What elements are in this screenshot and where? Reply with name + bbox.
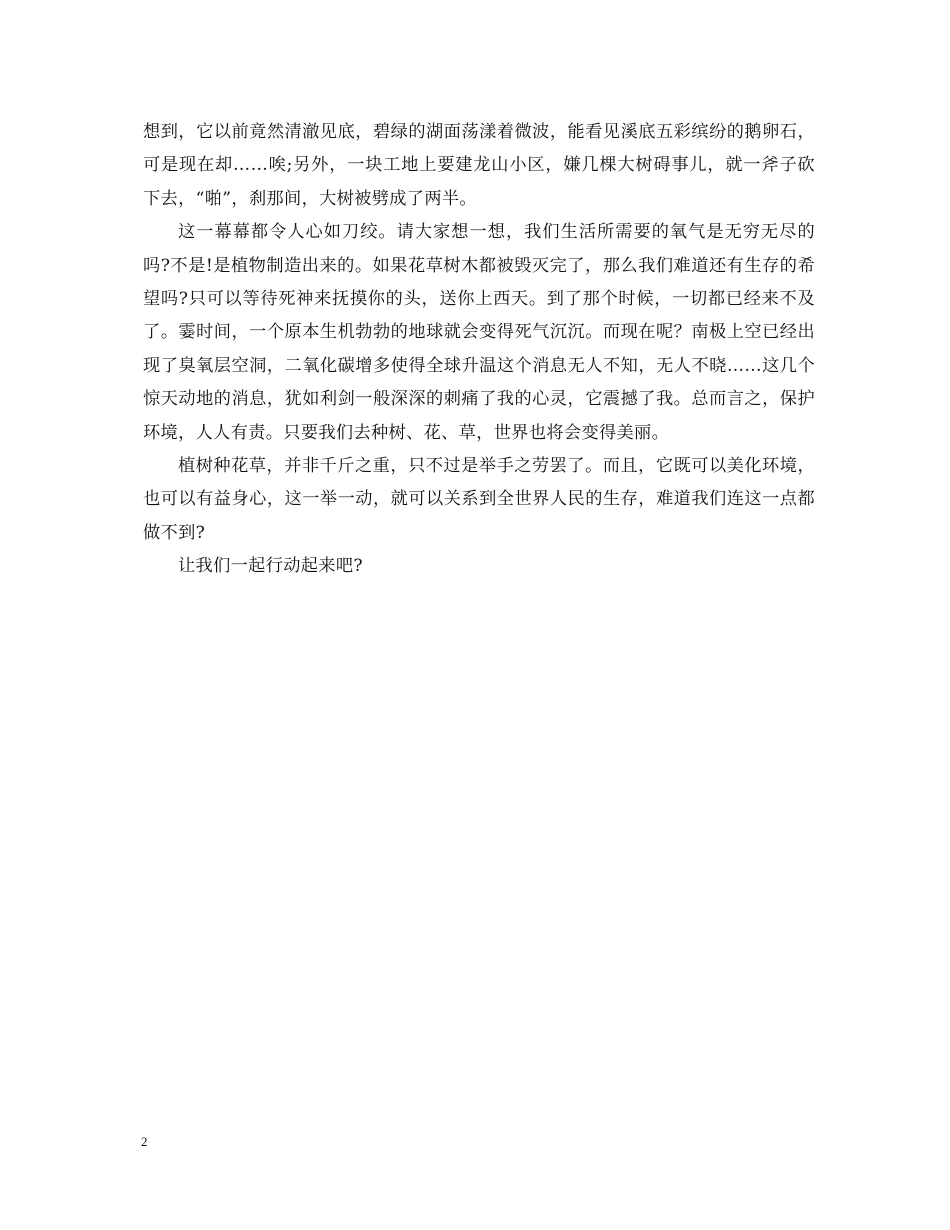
- paragraph-call-to-action: 让我们一起行动起来吧?: [178, 556, 363, 577]
- paragraph-continued: 想到，它以前竟然清澈见底，碧绿的湖面荡漾着微波，能看见溪底五彩缤纷的鹅卵石，可是现在却……唉;另外，一块工地上要建龙山小区，嫌几棵大树碍事儿，就一斧子砍下去，“啪”，刹那间，大树被劈成了两半。: [143, 122, 815, 209]
- body-text: [143, 116, 815, 584]
- page-number: 2: [141, 1134, 148, 1149]
- paragraph-planting-trees: 植树种花草，并非千斤之重，只不过是举手之劳罢了。而且，它既可以美化环境，也可以有益身心，这一举一动，就可以关系到全世界人民的生存，难道我们连这一点都做不到?: [143, 456, 815, 543]
- paragraph-environment-damage: 这一幕幕都令人心如刀绞。请大家想一想，我们生活所需要的氧气是无穷无尽的吗?不是!是植物制造出来的。如果花草树木都被毁灭完了，那么我们难道还有生存的希望吗?只可以等待死神来抚摸你的头，送你上西天。到了那个时候，一切都已经来不及了。霎时间，一个原本生机勃勃的地球就会变得死气沉沉。而现在呢？南极上空已经出现了臭氧层空洞，二氧化碳增多使得全球升温这个消息无人不知，无人不晓……这几个惊天动地的消息，犹如利剑一般深深的刺痛了我的心灵，它震撼了我。总而言之，保护环境，人人有责。只要我们去种树、花、草，世界也将会变得美丽。: [143, 222, 815, 443]
